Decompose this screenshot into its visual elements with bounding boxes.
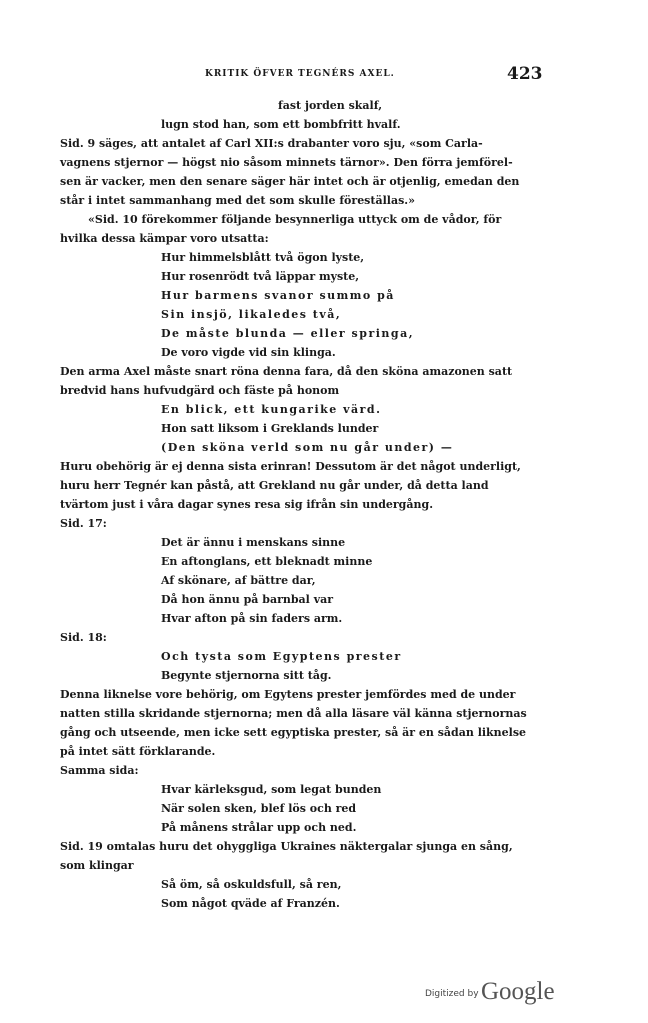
verse-line: Hur barmens svanor summo på: [161, 289, 395, 302]
verse-line: Det är ännu i menskans sinne: [161, 536, 346, 549]
text-line: gång och utseende, men icke sett egyptiska prester, så är en sådan liknelse: [60, 726, 527, 739]
paragraph-start: «Sid. 10 förekommer följande besynnerliga uttyck om de vådor, för: [88, 213, 502, 226]
google-logo: Google: [481, 978, 555, 1005]
verse-line: Begynte stjernorna sitt tåg.: [161, 669, 332, 682]
verse-line: fast jorden skalf,: [278, 99, 383, 112]
verse-line: En blick, ett kungarike värd.: [161, 403, 382, 416]
text-line: Sid. 19 omtalas huru det ohyggliga Ukraines näktergalar sjunga en sång,: [60, 840, 513, 853]
text-line: Denna liknelse vore behörig, om Egytens prester jemfördes med de under: [60, 688, 516, 701]
text-line: Den arma Axel måste snart röna denna fara, då den sköna amazonen satt: [60, 365, 513, 378]
verse-line: (Den sköna verld som nu går under) —: [161, 441, 454, 454]
page-header: [0, 64, 648, 86]
verse-line: När solen sken, blef lös och red: [161, 802, 357, 815]
text-line: står i intet sammanhang med det som skulle föreställas.»: [60, 194, 415, 207]
verse-line: Hur rosenrödt två läppar myste,: [161, 270, 360, 283]
verse-line: En aftonglans, ett bleknadt minne: [161, 555, 373, 568]
verse-line: De voro vigde vid sin klinga.: [161, 346, 336, 359]
verse-line: På månens strålar upp och ned.: [161, 821, 357, 834]
running-head: KRITIK ÖFVER TEGNÉRS AXEL.: [205, 69, 395, 79]
text-line: hvilka dessa kämpar voro utsatta:: [60, 232, 269, 245]
text-line: vagnens stjernor — högst nio såsom minnets tärnor». Den förra jemförel-: [60, 156, 513, 169]
verse-line: Hvar kärleksgud, som legat bunden: [161, 783, 382, 796]
verse-line: Hvar afton på sin faders arm.: [161, 612, 343, 625]
verse-line: Då hon ännu på barnbal var: [161, 593, 334, 606]
section-label: Sid. 18:: [60, 631, 107, 644]
verse-line: Hur himmelsblått två ögon lyste,: [161, 251, 365, 264]
page-number: 423: [507, 64, 543, 84]
verse-line: lugn stod han, som ett bombfritt hvalf.: [161, 118, 401, 131]
verse-line: Som något qväde af Franzén.: [161, 897, 340, 910]
verse-line: Så öm, så oskuldsfull, så ren,: [161, 878, 342, 891]
digitized-by-label: Digitized by: [425, 989, 479, 999]
page-body: [60, 96, 540, 913]
verse-line: Af skönare, af bättre dar,: [161, 574, 316, 587]
text-line: sen är vacker, men den senare säger här intet och är otjenlig, emedan den: [60, 175, 520, 188]
text-line: bredvid hans hufvudgärd och fäste på honom: [60, 384, 340, 397]
verse-line: Och tysta som Egyptens prester: [161, 650, 402, 663]
text-line: natten stilla skridande stjernorna; men då alla läsare väl känna stjernornas: [60, 707, 527, 720]
verse-line: De måste blunda — eller springa,: [161, 327, 415, 340]
text-line: som klingar: [60, 859, 134, 872]
text-line: Sid. 9 säges, att antalet af Carl XII:s drabanter voro sju, «som Carla-: [60, 137, 483, 150]
text-line: huru herr Tegnér kan påstå, att Grekland nu går under, då detta land: [60, 479, 489, 492]
verse-line: Sin insjö, likaledes två,: [161, 308, 342, 321]
verse-line: Hon satt liksom i Greklands lunder: [161, 422, 379, 435]
section-label: Samma sida:: [60, 764, 139, 777]
text-line: Huru obehörig är ej denna sista erinran! Dessutom är det något underligt,: [60, 460, 521, 473]
text-line: på intet sätt förklarande.: [60, 745, 216, 758]
text-line: tvärtom just i våra dagar synes resa sig ifrån sin undergång.: [60, 498, 434, 511]
section-label: Sid. 17:: [60, 517, 107, 530]
